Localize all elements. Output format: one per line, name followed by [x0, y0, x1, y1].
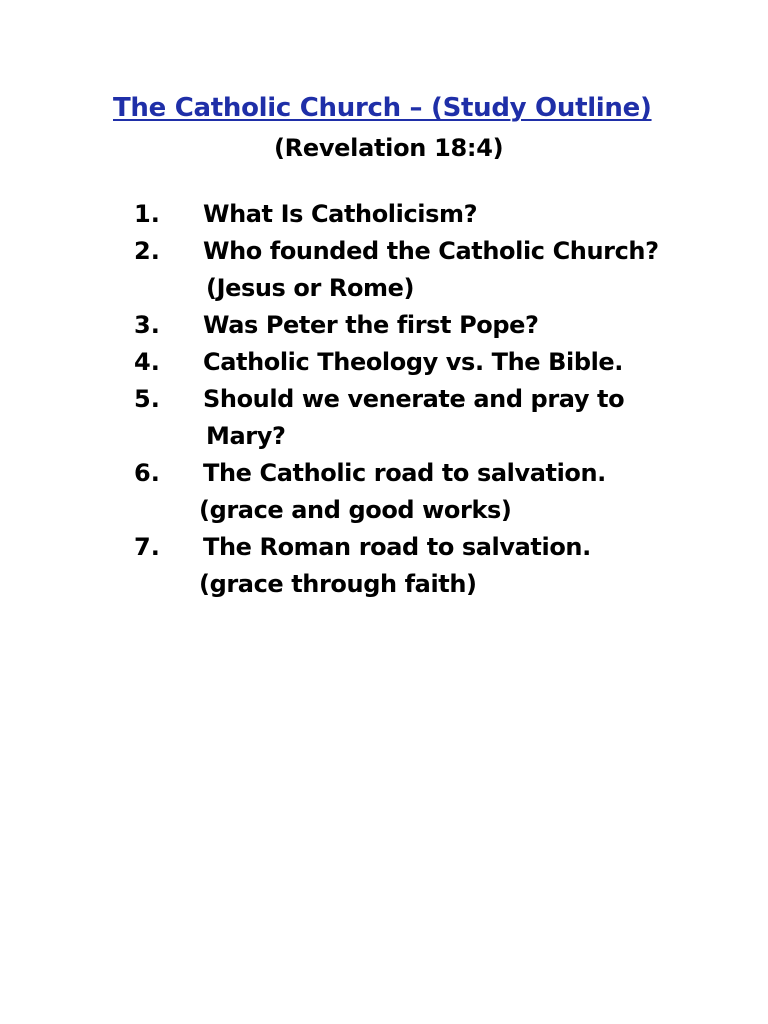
outline-item-number: 4.: [134, 348, 160, 376]
outline-item-text: Who founded the Catholic Church?: [203, 237, 659, 265]
outline-item-text: Should we venerate and pray to: [203, 385, 625, 413]
outline-item-number: 2.: [134, 237, 160, 265]
outline-item-continuation: (grace and good works): [199, 496, 512, 524]
outline-item-text: What Is Catholicism?: [203, 200, 478, 228]
outline-item-number: 6.: [134, 459, 160, 487]
outline-item-text: Was Peter the first Pope?: [203, 311, 539, 339]
outline-item-text: The Roman road to salvation.: [203, 533, 591, 561]
document-title: The Catholic Church – (Study Outline): [113, 93, 652, 123]
outline-item-number: 5.: [134, 385, 160, 413]
outline-item-continuation: (grace through faith): [199, 570, 477, 598]
outline-item-continuation: Mary?: [206, 422, 286, 450]
document-subtitle: (Revelation 18:4): [274, 134, 504, 162]
outline-item-number: 1.: [134, 200, 160, 228]
outline-item-number: 3.: [134, 311, 160, 339]
outline-item-text: The Catholic road to salvation.: [203, 459, 606, 487]
outline-item-text: Catholic Theology vs. The Bible.: [203, 348, 624, 376]
outline-item-number: 7.: [134, 533, 160, 561]
outline-item-continuation: (Jesus or Rome): [206, 274, 415, 302]
